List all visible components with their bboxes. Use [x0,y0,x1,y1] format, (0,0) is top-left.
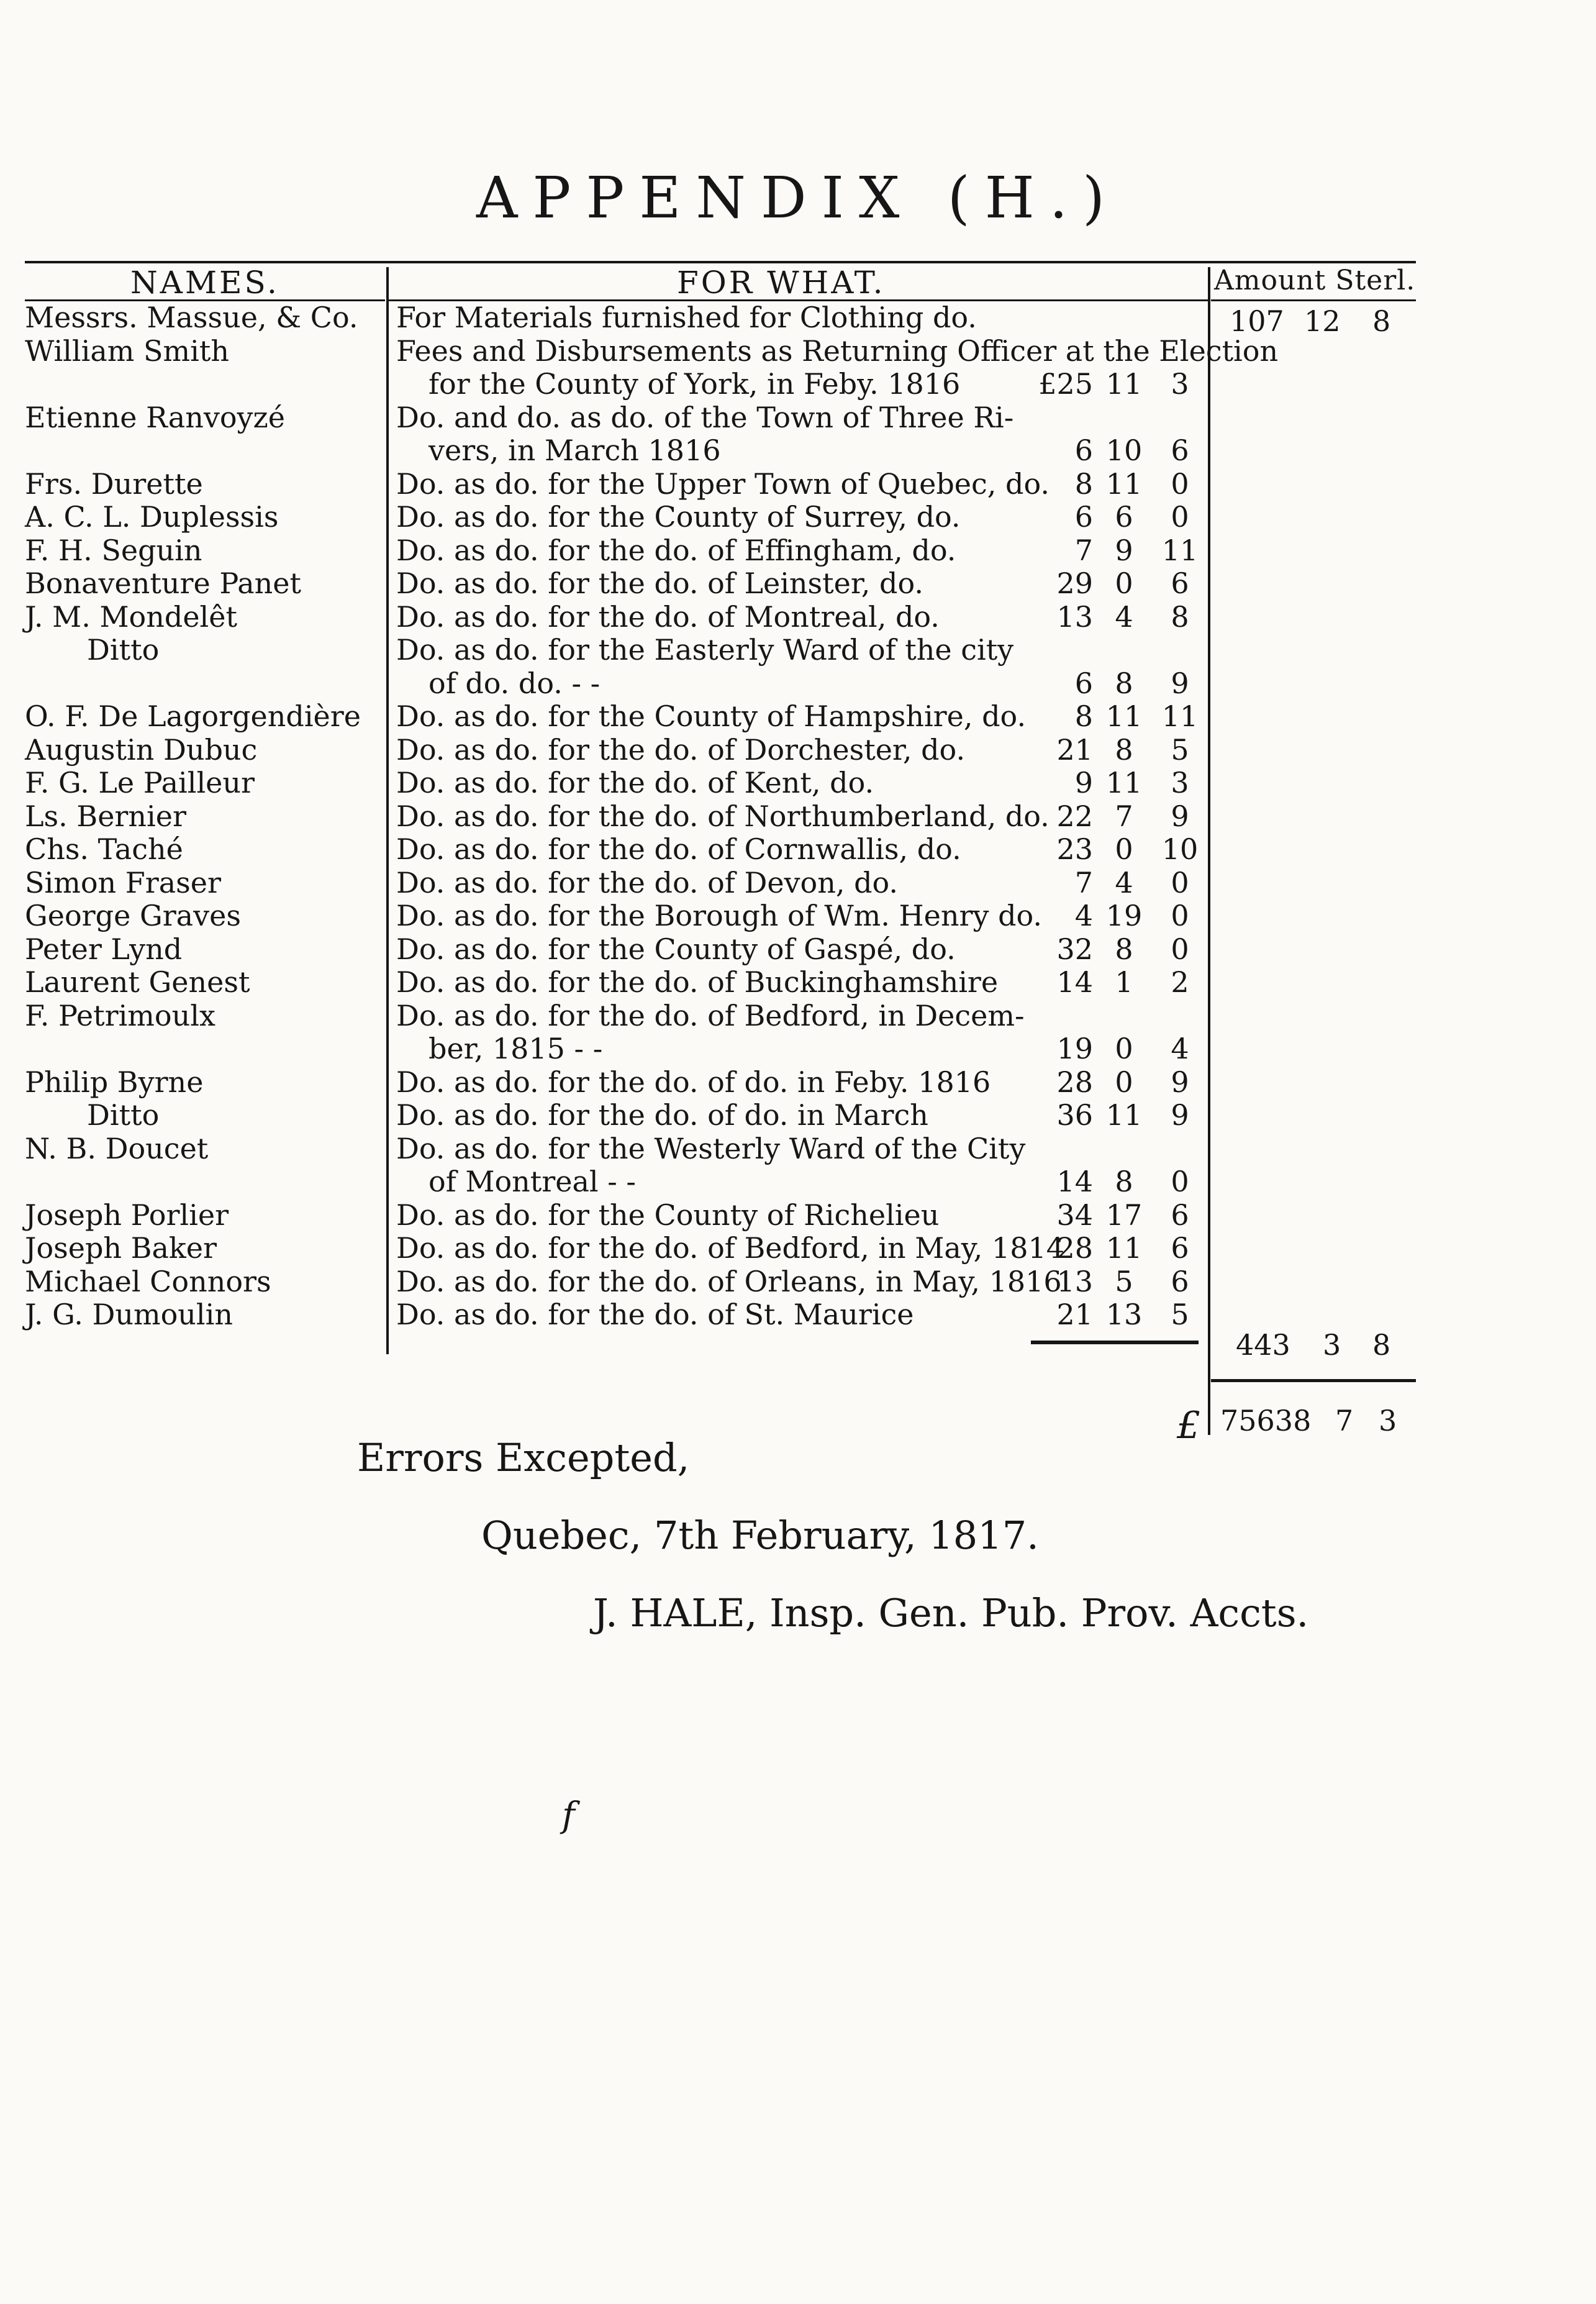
amount-pounds: 6 [1074,666,1093,700]
amount-pounds: 21 [1056,1298,1093,1331]
amount-pence: 6 [1171,1231,1189,1265]
amount-pence: 6 [1171,1264,1189,1298]
amount-shillings: 0 [1115,567,1133,600]
place-and-date: Quebec, 7th February, 1817. [481,1513,1039,1558]
item-description: Do. as do. for the Westerly Ward of the City [396,1131,1026,1165]
accounts-table [25,261,1416,1447]
amount-pounds: 6 [1074,434,1093,467]
amount-pence: 0 [1171,1165,1189,1198]
table-row [25,1298,1416,1331]
table-row [25,965,1416,999]
item-description: Do. as do. for the do. of Cornwallis, do. [396,832,961,866]
amount-shillings: 5 [1115,1264,1133,1298]
subtotal-pence: 8 [1372,1328,1391,1362]
payee-name: Simon Fraser [25,865,221,899]
amount-pounds: 28 [1056,1231,1093,1265]
table-row [25,334,1416,401]
amount-pounds: 14 [1056,965,1093,999]
table-row [25,1231,1416,1265]
amount-pence: 4 [1171,1032,1189,1065]
item-description: Do. as do. for the do. of Montreal, do. [396,599,940,634]
table-row [25,932,1416,966]
amount-shillings: 4 [1115,599,1133,634]
amount-shillings: 8 [1115,732,1133,767]
table-row [25,401,1416,467]
payee-name: Ls. Bernier [25,799,186,833]
amount-shillings: 0 [1115,832,1133,866]
amount-pence: 5 [1171,1298,1189,1331]
signature: J. HALE, Insp. Gen. Pub. Prov. Accts. [593,1590,1309,1636]
amount-shillings: 8 [1115,666,1133,700]
amount-shillings: 11 [1105,1098,1143,1132]
item-description: Do. as do. for the do. of Buckinghamshire [396,965,999,999]
amount-pence: 10 [1161,832,1199,866]
amount-pounds: 8 [1074,467,1093,501]
table-body [25,301,1416,1331]
item-description: Do. as do. for the do. of St. Maurice [396,1298,914,1331]
amount-pence: 9 [1171,1098,1189,1132]
amount-pounds: 14 [1056,1165,1093,1198]
amount-pence: 6 [1171,567,1189,600]
item-description: Do. and do. as do. of the Town of Three Ri- [396,400,1014,434]
payee-name: Chs. Taché [25,832,183,866]
payee-name: William Smith [25,334,229,368]
grand-total-symbol: £ [1177,1404,1201,1447]
amount-pounds: 13 [1056,1264,1093,1298]
subtotal-shillings: 3 [1323,1328,1341,1362]
item-description: Do. as do. for the do. of Kent, do. [396,766,874,799]
table-row [25,1265,1416,1298]
payee-name: Frs. Durette [25,467,203,501]
amount-shillings: 11 [1105,367,1143,401]
table-row [25,633,1416,699]
payee-name: F. G. Le Pailleur [25,766,255,799]
grand-total-shillings: 7 [1335,1404,1354,1437]
item-description: for the County of York, in Feby. 1816 [428,367,961,401]
table-row [25,999,1416,1065]
item-description: Do. as do. for the do. of Bedford, in Decem- [396,998,1025,1032]
item-description: Do. as do. for the do. of do. in Feby. 1816 [396,1065,991,1099]
amount-pounds: 32 [1056,932,1093,966]
amount-pounds: 8 [1074,699,1093,733]
table-row [25,500,1416,534]
errors-excepted: Errors Excepted, [357,1435,690,1480]
total-rule [1211,1379,1416,1382]
first-amount-shillings: 12 [1304,304,1341,338]
amount-pence: 0 [1171,467,1189,501]
amount-shillings: 0 [1115,1065,1133,1099]
amount-shillings: 1 [1115,965,1133,999]
item-description: Do. as do. for the County of Gaspé, do. [396,932,956,966]
amount-shillings: 11 [1105,467,1143,501]
payee-name: Messrs. Massue, & Co. [25,301,358,334]
page-title: APPENDIX (H.) [476,165,1120,231]
grand-total-pence: 3 [1379,1404,1397,1437]
table-row [25,832,1416,866]
amount-pounds: 23 [1056,832,1093,866]
amount-pounds: 9 [1074,766,1093,799]
amount-pence: 3 [1171,766,1189,799]
item-description: Do. as do. for the County of Surrey, do. [396,500,961,534]
item-description: Do. as do. for the do. of Northumberland, do. [396,799,1050,833]
amount-shillings: 6 [1115,500,1133,534]
payee-name: George Graves [25,899,241,932]
amount-shillings: 0 [1115,1032,1133,1065]
amount-pence: 9 [1171,1065,1189,1099]
amount-pounds: 6 [1074,500,1093,534]
table-row [25,899,1416,932]
amount-pounds: 4 [1074,899,1093,932]
amount-pence: 3 [1171,367,1189,401]
item-description: Do. as do. for the do. of Devon, do. [396,865,899,899]
header-names: NAMES. [130,265,279,301]
item-description: Do. as do. for the do. of do. in March [396,1098,928,1132]
payee-name: O. F. De Lagorgendière [25,699,361,733]
item-description: Do. as do. for the County of Richelieu [396,1198,940,1232]
payee-name: J. G. Dumoulin [25,1298,233,1331]
payee-name: Joseph Porlier [25,1198,229,1232]
amount-shillings: 17 [1105,1198,1143,1232]
top-rule [25,261,1416,263]
first-amount-pounds: 107 [1230,304,1284,338]
table-row [25,699,1416,733]
table-row [25,600,1416,634]
payee-name: Peter Lynd [25,932,183,966]
subtotal-pounds: 443 [1236,1328,1290,1362]
first-amount-pence: 8 [1372,304,1391,338]
item-description: Do. as do. for the do. of Orleans, in May, 1816 [396,1264,1062,1298]
amount-pence: 0 [1171,899,1189,932]
payee-name: Michael Connors [25,1264,271,1298]
item-description: Do. as do. for the do. of Dorchester, do. [396,732,966,767]
amount-pounds: 34 [1056,1198,1093,1232]
amount-pounds: 19 [1056,1032,1093,1065]
item-description: of do. do. - - [428,666,601,700]
amount-pounds: 7 [1074,533,1093,567]
amount-pence: 5 [1171,732,1189,767]
table-row [25,1065,1416,1099]
payee-name: N. B. Doucet [25,1131,209,1165]
amount-pounds: 22 [1056,799,1093,833]
amount-pounds: 21 [1056,732,1093,767]
amount-pence: 11 [1161,699,1199,733]
item-description: Do. as do. for the Easterly Ward of the city [396,633,1014,667]
amount-shillings: 11 [1105,699,1143,733]
amount-shillings: 8 [1115,1165,1133,1198]
amount-pounds: £25 [1038,367,1093,401]
amount-pounds: 36 [1056,1098,1093,1132]
signature-mark: f [562,1795,575,1836]
payee-name: Joseph Baker [25,1231,217,1265]
table-row [25,1132,1416,1198]
payee-name: Ditto [87,633,160,667]
payee-name: F. H. Seguin [25,533,202,567]
item-description: Do. as do. for the Upper Town of Quebec, do. [396,467,1050,501]
table-row [25,1098,1416,1132]
payee-name: F. Petrimoulx [25,998,215,1032]
amount-pence: 0 [1171,865,1189,899]
item-description: Do. as do. for the do. of Effingham, do. [396,533,956,567]
item-description: vers, in March 1816 [428,434,721,467]
amount-shillings: 19 [1105,899,1143,932]
table-row [25,567,1416,600]
header-amount: Amount Sterl. [1214,265,1416,296]
item-description: Do. as do. for the do. of Bedford, in May, 1814 [396,1231,1064,1265]
item-description: Do. as do. for the County of Hampshire, do. [396,699,1027,733]
amount-pence: 0 [1171,500,1189,534]
amount-shillings: 7 [1115,799,1133,833]
table-row [25,301,1416,334]
item-description: Do. as do. for the Borough of Wm. Henry do. [396,899,1043,932]
payee-name: Laurent Genest [25,965,250,999]
table-row [25,733,1416,767]
amount-shillings: 11 [1105,1231,1143,1265]
header-for-what: FOR WHAT. [677,265,886,301]
amount-pence: 6 [1171,434,1189,467]
table-row [25,467,1416,501]
amount-pence: 2 [1171,965,1189,999]
amount-pounds: 28 [1056,1065,1093,1099]
amount-pence: 9 [1171,666,1189,700]
payee-name: Augustin Dubuc [25,732,258,767]
item-description: For Materials furnished for Clothing do. [396,301,977,334]
amount-pounds: 29 [1056,567,1093,600]
subtotal-rule [1031,1341,1199,1344]
amount-pounds: 13 [1056,599,1093,634]
payee-name: J. M. Mondelêt [25,599,237,634]
amount-shillings: 4 [1115,865,1133,899]
payee-name: Etienne Ranvoyzé [25,400,285,434]
amount-shillings: 9 [1115,533,1133,567]
table-row [25,766,1416,799]
item-description: Fees and Disbursements as Returning Officer at the Election [396,334,1279,368]
amount-pence: 8 [1171,599,1189,634]
amount-shillings: 13 [1105,1298,1143,1331]
table-row [25,866,1416,899]
amount-pence: 0 [1171,932,1189,966]
table-row [25,534,1416,567]
table-row [25,799,1416,833]
table-row [25,1198,1416,1232]
amount-pounds: 7 [1074,865,1093,899]
payee-name: Philip Byrne [25,1065,204,1099]
grand-total-pounds: 75638 [1220,1404,1312,1437]
amount-pence: 6 [1171,1198,1189,1232]
payee-name: Bonaventure Panet [25,567,301,600]
payee-name: A. C. L. Duplessis [25,500,279,534]
item-description: ber, 1815 - - [428,1032,603,1065]
amount-shillings: 8 [1115,932,1133,966]
amount-shillings: 11 [1105,766,1143,799]
item-description: Do. as do. for the do. of Leinster, do. [396,567,924,600]
amount-shillings: 10 [1105,434,1143,467]
amount-pence: 11 [1161,533,1199,567]
amount-pence: 9 [1171,799,1189,833]
item-description: of Montreal - - [428,1165,636,1198]
payee-name: Ditto [87,1098,160,1132]
